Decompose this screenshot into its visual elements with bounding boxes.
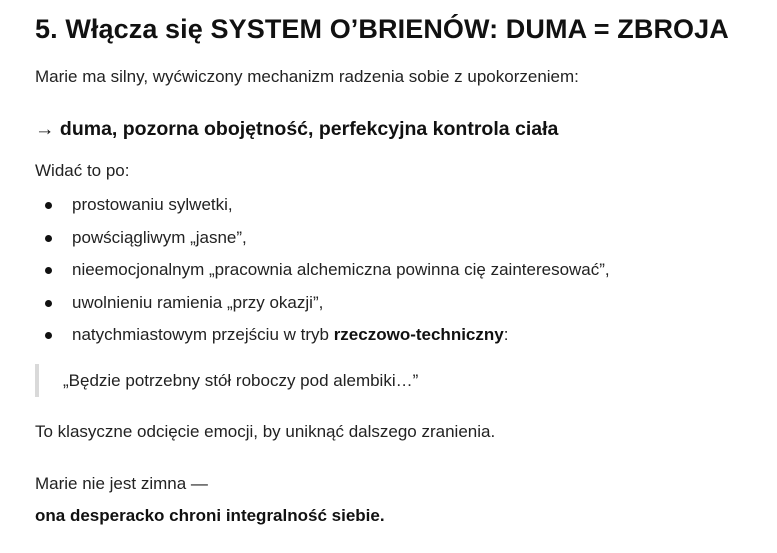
classic-paragraph: To klasyczne odcięcie emocji, by uniknąć dalszego zranienia. <box>35 422 496 441</box>
list-item-text: uwolnieniu ramienia „przy okazji”, <box>72 292 324 312</box>
bullet-list <box>35 194 610 357</box>
bullet-dot-icon <box>45 300 52 307</box>
list-item-text: natychmiastowym przejściu w tryb <box>72 325 334 344</box>
list-item-text: prostowaniu sylwetki, <box>72 195 233 214</box>
blockquote: „Będzie potrzebny stół roboczy pod alembiki…” <box>35 364 418 397</box>
list-item-bold: rzeczowo-techniczny <box>333 325 504 344</box>
list-item <box>35 194 610 227</box>
mechanism-line: → duma, pozorna obojętność, perfekcyjna kontrola ciała <box>35 118 559 140</box>
not-cold-line: Marie nie jest zimna — <box>35 474 208 493</box>
bullet-dot-icon <box>45 332 52 339</box>
list-item-suffix: : <box>503 325 509 344</box>
list-item-text: nieemocjonalnym „pracownia alchemiczna powinna cię zainteresować”, <box>72 260 610 279</box>
list-item-text: powściągliwym „jasne”, <box>72 227 247 247</box>
intro-paragraph: Marie ma silny, wyćwiczony mechanizm radzenia sobie z upokorzeniem: <box>35 67 579 86</box>
section-heading: 5. Włącza się SYSTEM O’BRIENÓW: DUMA = ZBROJA <box>35 14 729 44</box>
bullet-dot-icon <box>45 267 52 274</box>
list-item <box>35 292 610 325</box>
list-item <box>35 324 610 357</box>
protects-line: ona desperacko chroni integralność siebie. <box>35 506 385 525</box>
seen-label: Widać to po: <box>35 161 130 180</box>
bullet-dot-icon <box>45 235 52 242</box>
list-item <box>35 259 610 292</box>
bullet-dot-icon <box>45 202 52 209</box>
list-item <box>35 227 610 260</box>
